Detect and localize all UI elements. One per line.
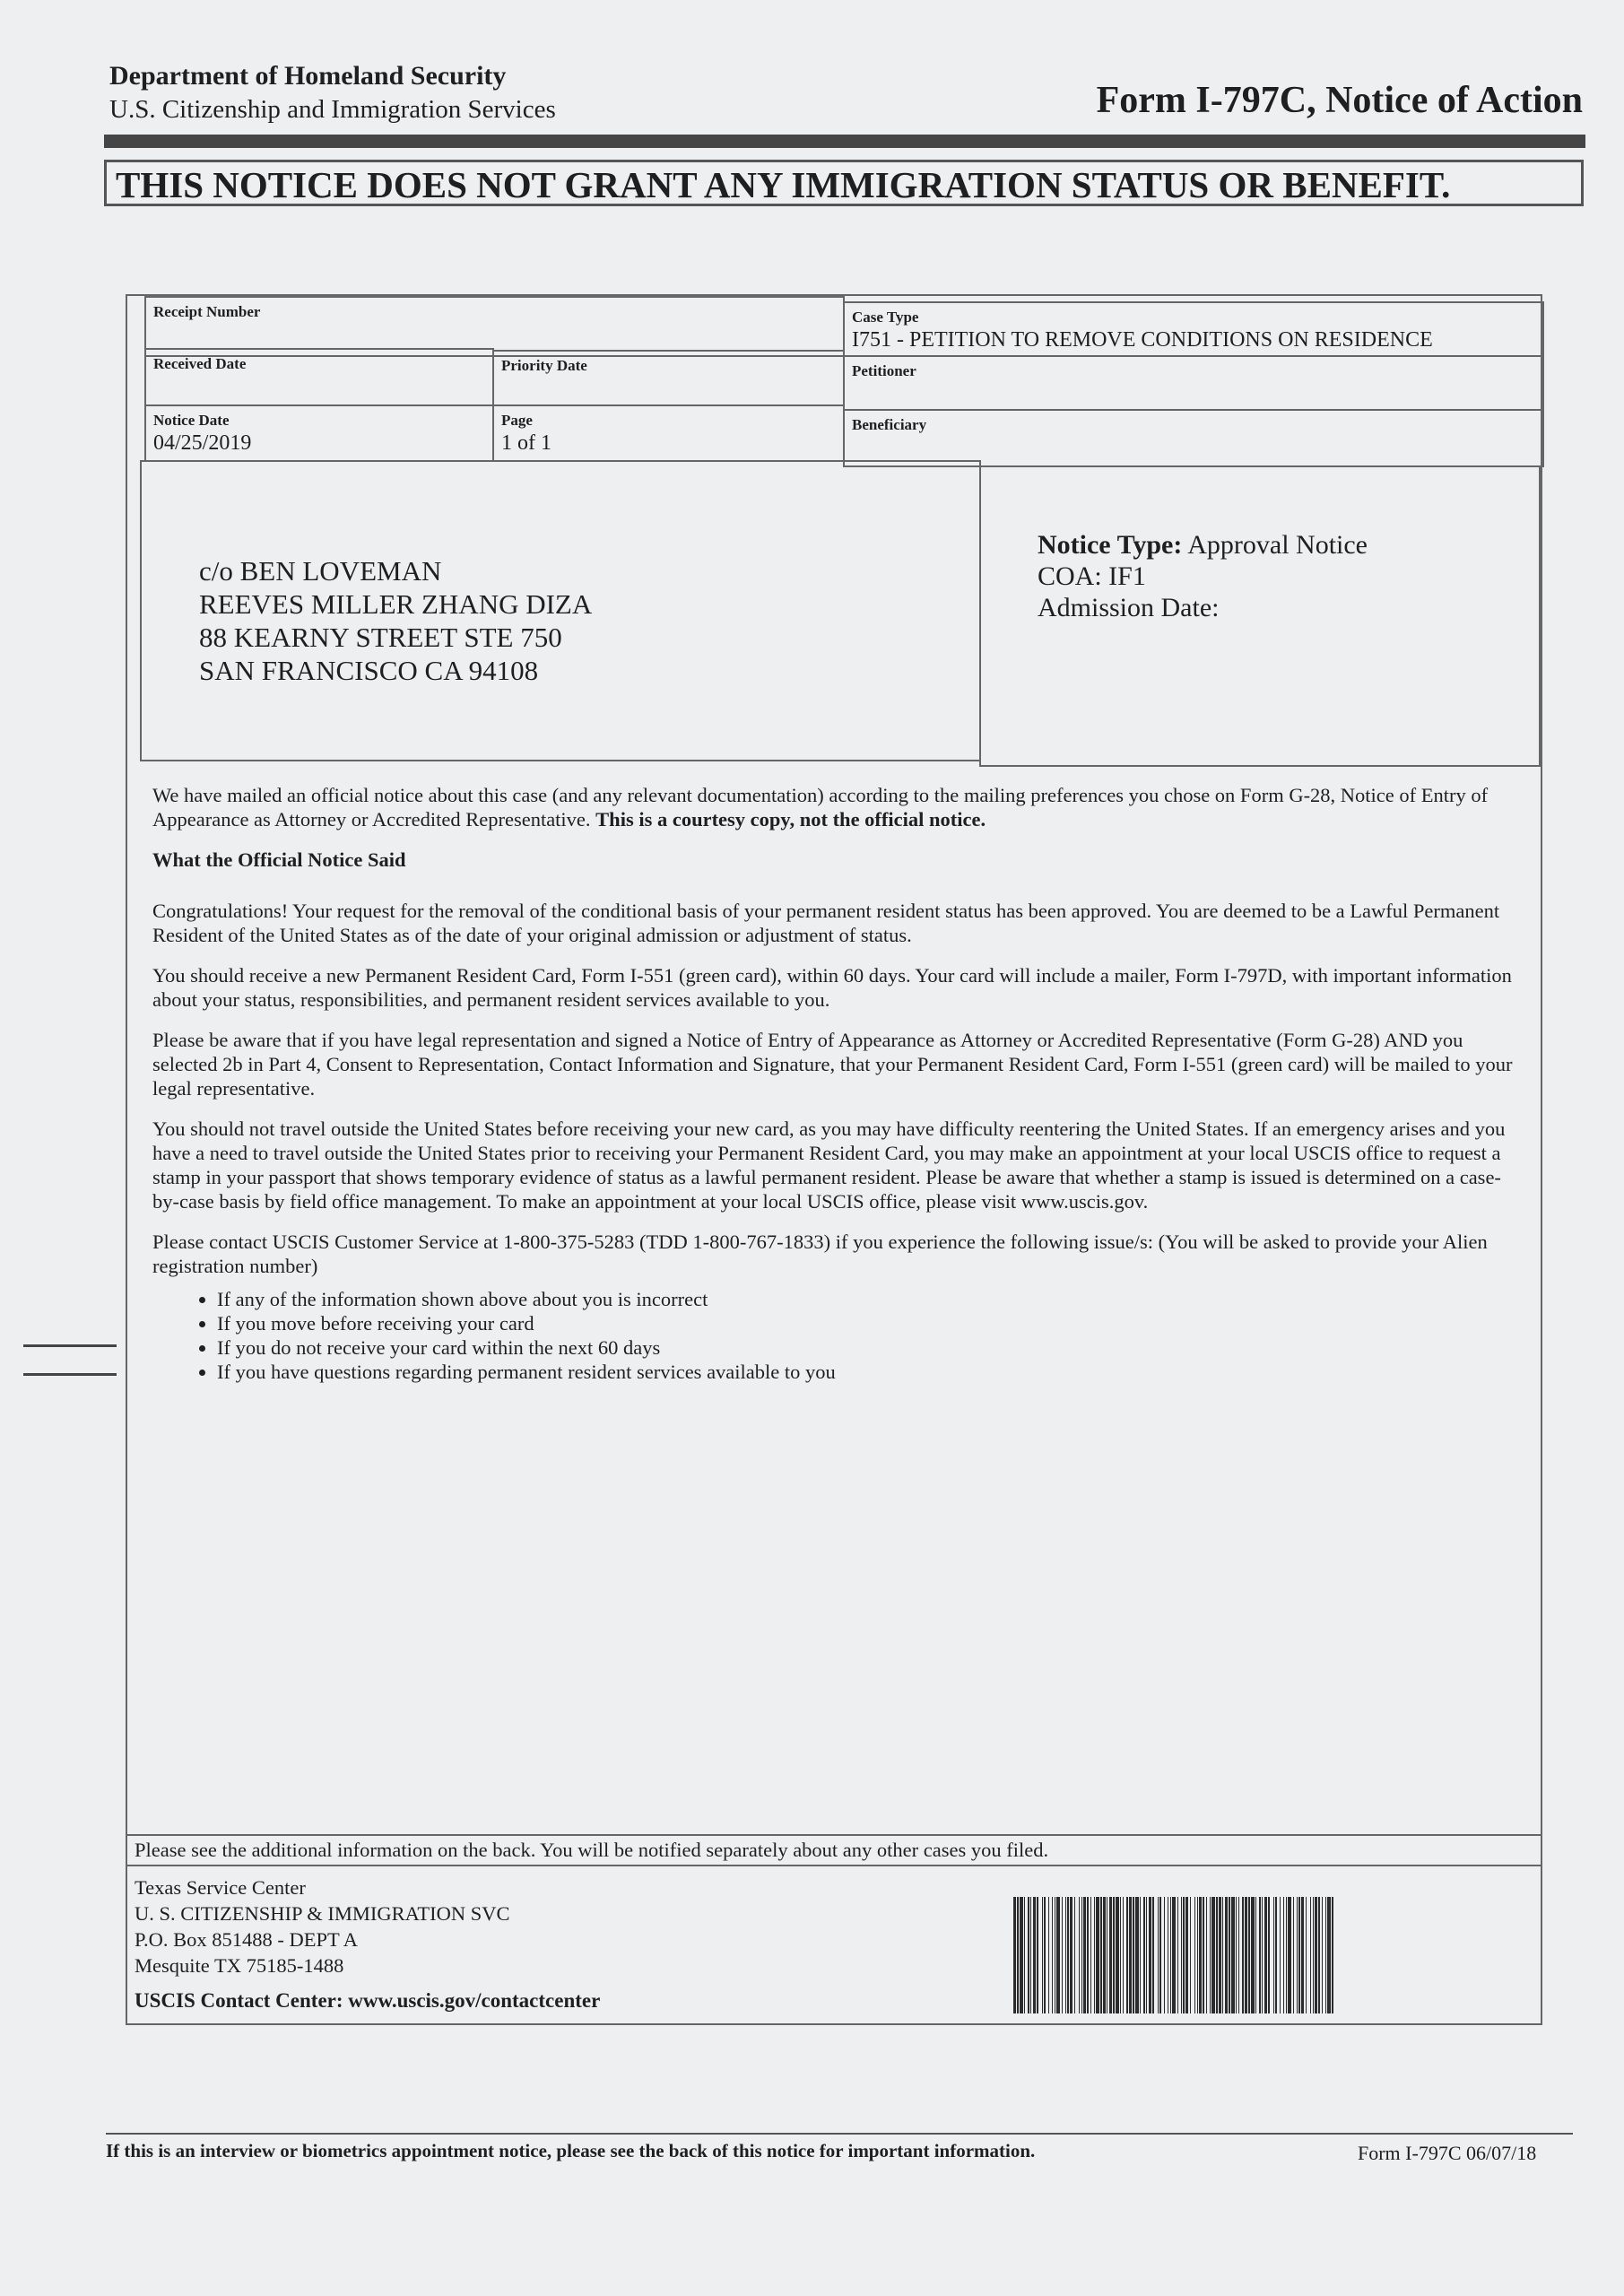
address-line: SAN FRANCISCO CA 94108 [199,655,539,686]
petitioner-label: Petitioner [852,362,916,379]
paragraph-approval: Congratulations! Your request for the removal of the conditional basis of your permanent resident status has been approved. You are deemed to be a Lawful Permanent Resident of the United States as of the date of your original admission or adjustment of status. [152,900,1500,946]
address-line: Mesquite TX 75185-1488 [135,1954,344,1977]
courtesy-copy-note: This is a courtesy copy, not the official notice. [595,808,986,831]
address-line: Texas Service Center [135,1876,306,1899]
case-type-cell [843,301,1544,357]
paragraph-contact: Please contact USCIS Customer Service at 1-800-375-5283 (TDD 1-800-767-1833) if you experience the following issue/s: (You will be asked to provide your Alien registration number) [152,1231,1488,1277]
address-line: P.O. Box 851488 - DEPT A [135,1928,358,1951]
additional-info-note: Please see the additional information on the back. You will be notified separately about any other cases you filed. [127,1834,1542,1866]
form-title: Form I-797C, Notice of Action [1096,80,1583,121]
contact-center: USCIS Contact Center: www.uscis.gov/contactcenter [135,1989,601,2012]
list-item: • If you have questions regarding permanent resident services available to you [217,1360,1520,1384]
notice-body [152,783,1520,1384]
beneficiary-label: Beneficiary [852,416,927,433]
received-date-cell [144,348,494,406]
list-item: • If any of the information shown above about you is incorrect [217,1287,1520,1311]
page-label: Page [501,412,533,429]
admission-date-label: Admission Date: [1038,593,1220,622]
priority-date-cell [492,350,845,406]
form-edition: Form I-797C 06/07/18 [1358,2142,1537,2164]
margin-mark [23,1344,117,1347]
address-line: REEVES MILLER ZHANG DIZA [199,588,593,620]
notice-info [1038,529,1368,623]
notice-date-value: 04/25/2019 [153,431,252,455]
bottom-rule [106,2133,1573,2135]
coa-value: COA: IF1 [1038,561,1146,591]
receipt-number-label: Receipt Number [153,303,261,320]
agency-name: U.S. Citizenship and Immigration Services [109,95,556,124]
notice-date-label: Notice Date [153,412,230,429]
status-banner: THIS NOTICE DOES NOT GRANT ANY IMMIGRATION STATUS OR BENEFIT. [104,160,1584,206]
notice-type-label: Notice Type: [1038,530,1183,560]
issue-list [152,1287,1520,1384]
mailing-address [199,554,592,687]
notice-type-value: Approval Notice [1187,530,1368,560]
barcode [1013,1897,1334,2013]
paragraph-travel: You should not travel outside the United States before receiving your new card, as you may have difficulty reentering the United States. If an emergency arises and you have a need to travel outside the United States prior to receiving your Permanent Resident Card, you may make an appointment at your local USCIS office to request a stamp in your passport that shows temporary evidence of status as a lawful permanent resident. Please be aware that whether a stamp is issued is determined on a case-by-case basis by field office management. To make an appointment at your local USCIS office, please visit www.uscis.gov. [152,1118,1506,1213]
intro-text: We have mailed an official notice about this case (and any relevant documentation) according to the mailing preferences you chose on Form G-28, Notice of Entry of Appearance as Attorney or Accredited Representative. [152,784,1489,831]
petitioner-cell [843,355,1544,411]
header-rule [104,135,1585,148]
beneficiary-cell [843,409,1544,467]
priority-date-label: Priority Date [501,357,587,374]
page-cell [492,404,845,462]
address-line: c/o BEN LOVEMAN [199,555,442,587]
bottom-note: If this is an interview or biometrics appointment notice, please see the back of this notice for important information. [106,2140,1036,2161]
list-item: • If you move before receiving your card [217,1311,1520,1335]
paragraph-card: You should receive a new Permanent Resident Card, Form I-551 (green card), within 60 days. Your card will include a mailer, Form I-797D, with important information about your status, responsibilities, and permanent resident services available to you. [152,964,1512,1011]
margin-mark [23,1373,117,1376]
address-line: U. S. CITIZENSHIP & IMMIGRATION SVC [135,1902,510,1925]
case-type-label: Case Type [852,309,919,326]
page-value: 1 of 1 [501,431,551,455]
notice-date-cell [144,404,494,462]
received-date-label: Received Date [153,355,247,372]
paragraph-representation: Please be aware that if you have legal representation and signed a Notice of Entry of Appearance as Attorney or Accredited Representative (Form G-28) AND you selected 2b in Part 4, Consent to Representation, Contact Information and Signature, that your Permanent Resident Card, Form I-551 (green card) will be mailed to your legal representative. [152,1029,1513,1100]
list-item: • If you do not receive your card within the next 60 days [217,1335,1520,1360]
margin-marks [23,1344,117,1402]
department-name: Department of Homeland Security [109,61,507,91]
section-heading: What the Official Notice Said [152,848,406,871]
address-line: 88 KEARNY STREET STE 750 [199,622,562,653]
case-type-value: I751 - PETITION TO REMOVE CONDITIONS ON RESIDENCE [852,328,1433,352]
service-center-address [135,1874,510,1979]
